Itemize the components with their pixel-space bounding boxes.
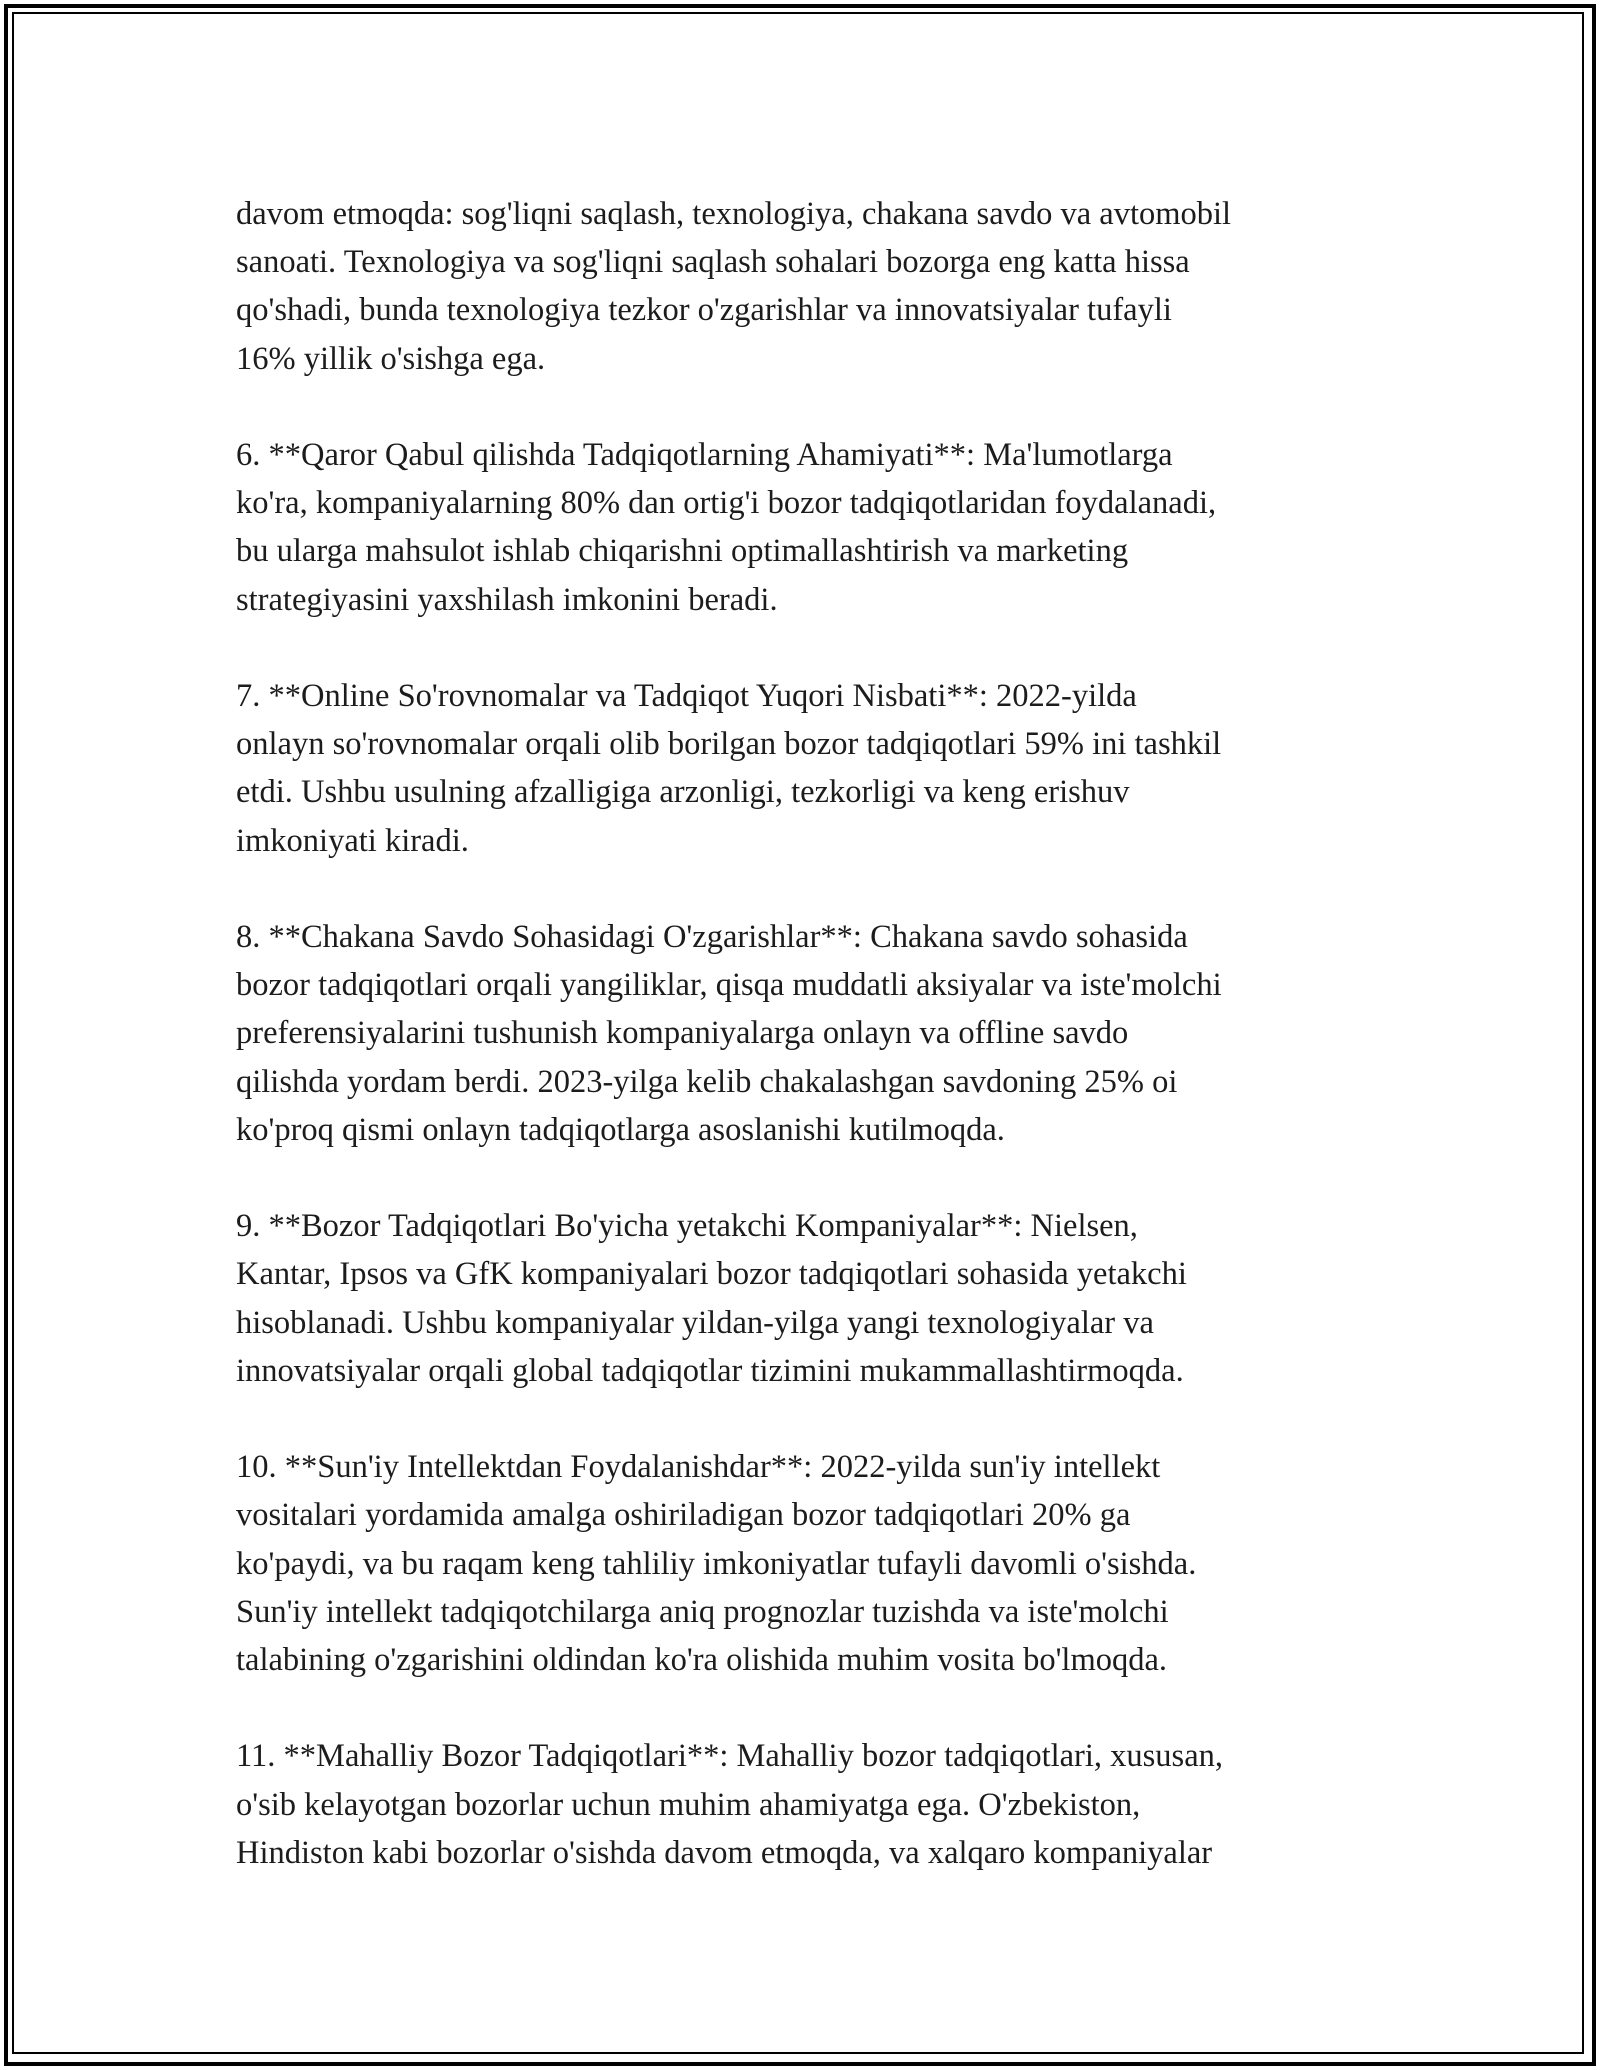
text-line: qilishda yordam berdi. 2023-yilga kelib chakalashgan savdoning 25% oi <box>236 1063 1178 1100</box>
text-line: imkoniyati kiradi. <box>236 822 469 859</box>
text-line: hisoblanadi. Ushbu kompaniyalar yildan-yilga yangi texnologiyalar va <box>236 1304 1154 1341</box>
text-line: onlayn so'rovnomalar orqali olib borilgan bozor tadqiqotlari 59% ini tashkil <box>236 726 1222 763</box>
paragraph-item-8 <box>236 913 1376 1154</box>
text-line: 6. **Qaror Qabul qilishda Tadqiqotlarning Ahamiyati**: Ma'lumotlarga <box>236 437 1173 473</box>
text-line: ko'paydi, va bu raqam keng tahliliy imkoniyatlar tufayli davomli o'sishda. <box>236 1545 1197 1582</box>
text-line: 10. **Sun'iy Intellektdan Foydalanishdar**: 2022-yilda sun'iy intellekt <box>236 1449 1161 1486</box>
text-line: ko'proq qismi onlayn tadqiqotlarga asoslanishi kutilmoqda. <box>236 1111 1005 1148</box>
text-line: vositalari yordamida amalga oshiriladigan bozor tadqiqotlari 20% ga <box>236 1497 1131 1534</box>
text-line: 8. **Chakana Savdo Sohasidagi O'zgarishlar**: Chakana savdo sohasida <box>236 919 1188 955</box>
text-line: 9. **Bozor Tadqiqotlari Bo'yicha yetakchi Kompaniyalar**: Nielsen, <box>236 1208 1138 1245</box>
paragraph-item-9 <box>236 1202 1376 1395</box>
paragraph-item-6 <box>236 431 1376 624</box>
text-line: 7. **Online So'rovnomalar va Tadqiqot Yuqori Nisbati**: 2022-yilda <box>236 678 1137 714</box>
text-line: bu ularga mahsulot ishlab chiqarishni optimallashtirish va marketing <box>236 533 1129 570</box>
text-line: ko'ra, kompaniyalarning 80% dan ortig'i bozor tadqiqotlaridan foydalanadi, <box>236 485 1217 522</box>
text-line: bozor tadqiqotlari orqali yangiliklar, qisqa muddatli aksiyalar va iste'molchi <box>236 967 1222 1004</box>
paragraph-market-sectors <box>236 190 1376 383</box>
document-body <box>236 190 1376 1925</box>
text-line: davom etmoqda: sog'liqni saqlash, texnologiya, chakana savdo va avtomobil <box>236 196 1232 232</box>
text-line: Sun'iy intellekt tadqiqotchilarga aniq prognozlar tuzishda va iste'molchi <box>236 1593 1169 1630</box>
text-line: Kantar, Ipsos va GfK kompaniyalari bozor tadqiqotlari sohasida yetakchi <box>236 1256 1187 1293</box>
text-line: talabining o'zgarishini oldindan ko'ra olishida muhim vosita bo'lmoqda. <box>236 1642 1168 1679</box>
text-line: preferensiyalarini tushunish kompaniyalarga onlayn va offline savdo <box>236 1015 1129 1052</box>
text-line: innovatsiyalar orqali global tadqiqotlar tizimini mukammallashtirmoqda. <box>236 1352 1184 1389</box>
text-line: etdi. Ushbu usulning afzalligiga arzonligi, tezkorligi va keng erishuv <box>236 774 1130 811</box>
text-line: strategiyasini yaxshilash imkonini beradi. <box>236 581 778 618</box>
text-line: sanoati. Texnologiya va sog'liqni saqlash sohalari bozorga eng katta hissa <box>236 244 1190 281</box>
paragraph-item-11 <box>236 1732 1376 1877</box>
paragraph-item-7 <box>236 672 1376 865</box>
text-line: o'sib kelayotgan bozorlar uchun muhim ahamiyatga ega. O'zbekiston, <box>236 1786 1141 1823</box>
paragraph-item-10 <box>236 1443 1376 1684</box>
text-line: 11. **Mahalliy Bozor Tadqiqotlari**: Mahalliy bozor tadqiqotlari, xususan, <box>236 1738 1223 1775</box>
text-line: 16% yillik o'sishga ega. <box>236 340 546 377</box>
text-line: Hindiston kabi bozorlar o'sishda davom etmoqda, va xalqaro kompaniyalar <box>236 1834 1213 1871</box>
text-line: qo'shadi, bunda texnologiya tezkor o'zgarishlar va innovatsiyalar tufayli <box>236 292 1172 329</box>
